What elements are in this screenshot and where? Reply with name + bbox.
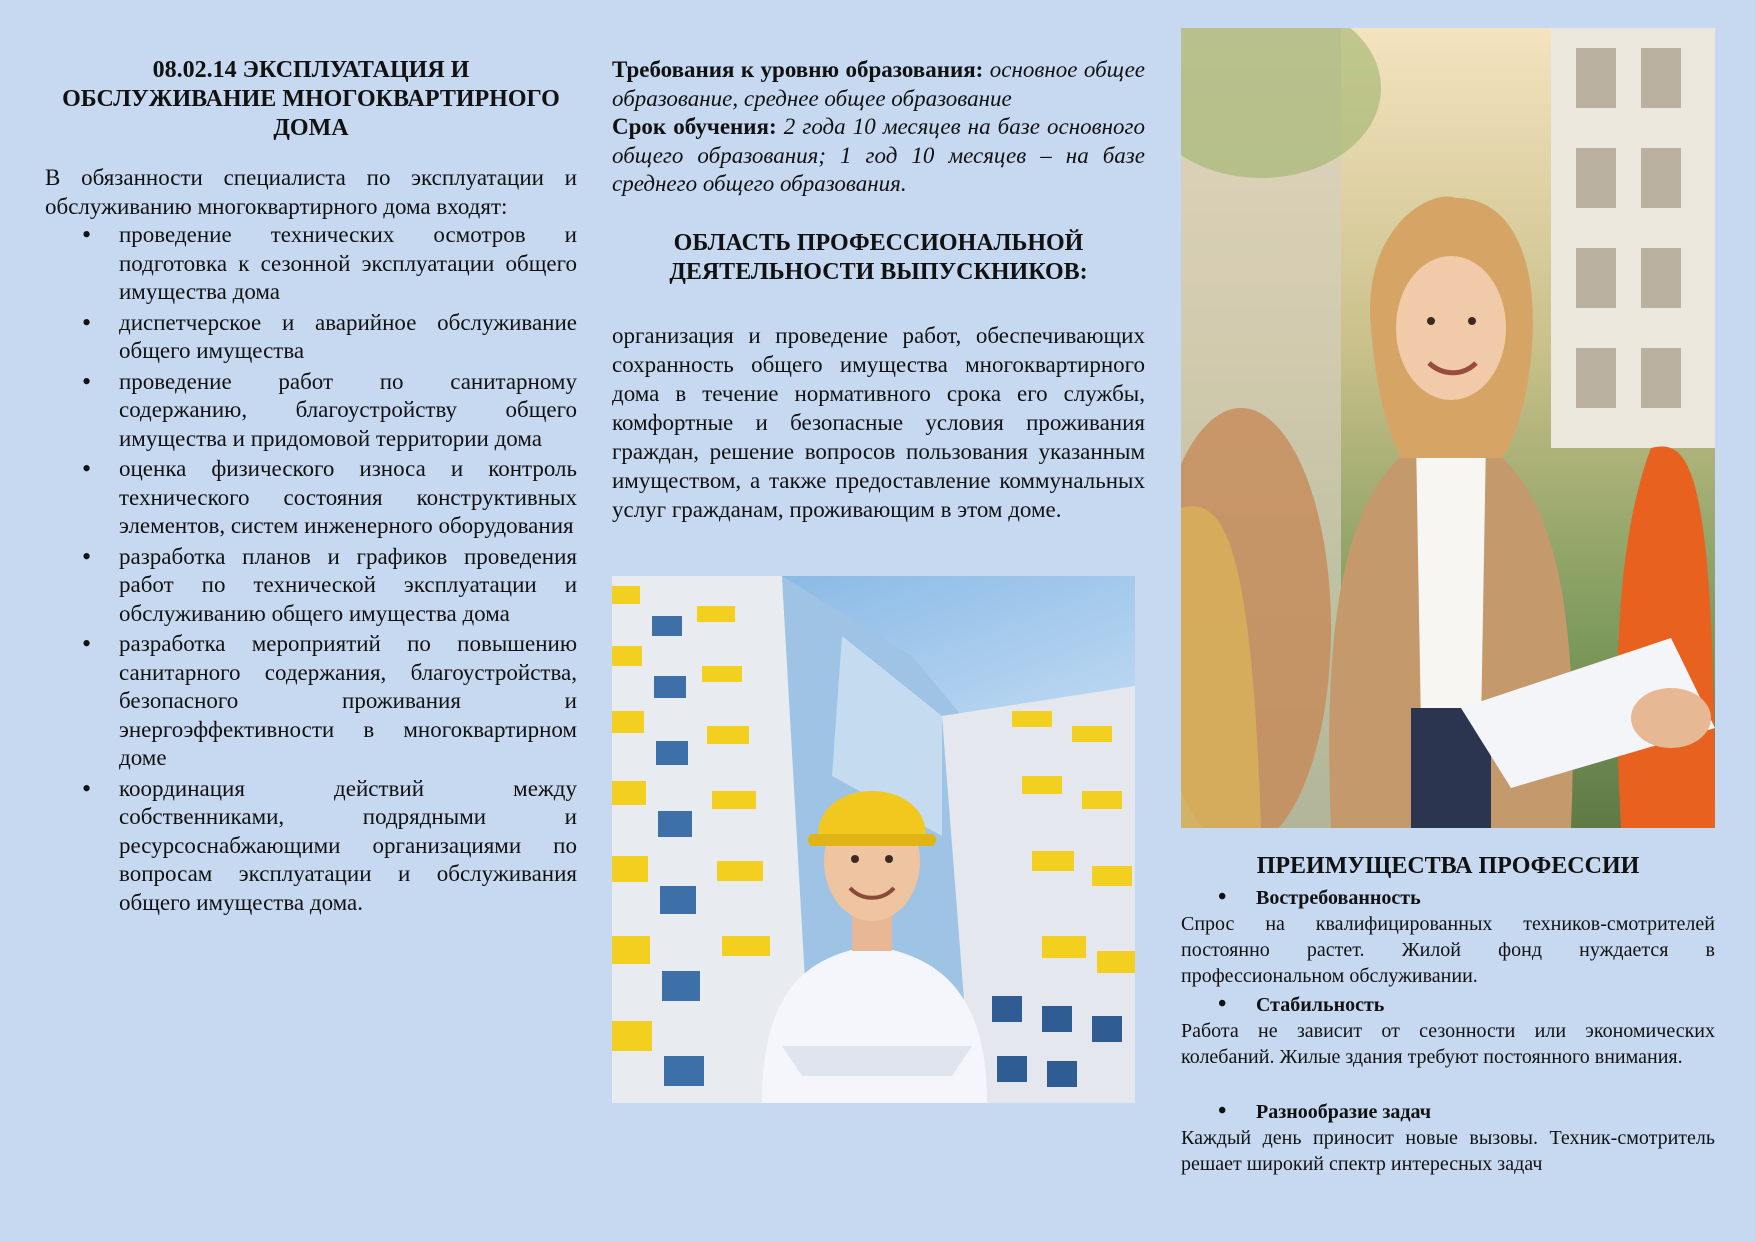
- duties-column: [45, 56, 577, 919]
- list-item: • разработка мероприятий по повышению санитарного содержания, благоустройства, безопасного проживания и энергоэффективности в многоквартирном доме: [119, 630, 577, 773]
- list-item: • оценка физического износа и контроль технического состояния конструктивных элементов, систем инженерного оборудования: [119, 455, 577, 541]
- requirements-value: основное общее образование, среднее общее образование: [612, 57, 1146, 111]
- term-value: 2 года 10 месяцев на базе основного общего образования; 1 год 10 месяцев – на базе среднего общего образования.: [612, 114, 1145, 196]
- requirements-label: Требования к уровню образования:: [612, 57, 984, 82]
- building-engineer-photo: [612, 576, 1135, 1103]
- term-label: Срок обучения:: [612, 114, 777, 139]
- advantage-text: Спрос на квалифицированных техников-смотрителей постоянно растет. Жилой фонд нуждается в профессиональном обслуживании.: [1181, 913, 1715, 987]
- duties-list: [45, 221, 577, 917]
- advantage-text: Работа не зависит от сезонности или экономических колебаний. Жилые здания требуют постоянного внимания.: [1181, 1020, 1715, 1068]
- duties-intro: В обязанности специалиста по эксплуатации и обслуживанию многоквартирного дома входят:: [45, 165, 577, 219]
- info-column: [612, 56, 1145, 524]
- advantage-item: [1181, 1099, 1715, 1177]
- list-item: • разработка планов и графиков проведения работ по технической эксплуатации и обслуживанию общего имущества дома: [119, 543, 577, 629]
- building-illustration: [612, 576, 1135, 1103]
- advantage-heading: • Востребованность: [1181, 885, 1715, 911]
- area-text: организация и проведение работ, обеспечивающих сохранность общего имущества многоквартирного дома в течение нормативного срока его службы, комфортные и безопасные условия проживания граждан, решение вопросов пользования указанным имуществом, а также предоставление коммунальных услуг гражданам, проживающим в этом доме.: [612, 322, 1145, 522]
- list-item: • диспетчерское и аварийное обслуживание общего имущества: [119, 309, 577, 366]
- list-item: • координация действий между собственниками, подрядными и ресурсоснабжающими организациями по вопросам эксплуатации и обслуживания общего имущества дома.: [119, 775, 577, 918]
- specialty-title: 08.02.14 ЭКСПЛУАТАЦИЯ И ОБСЛУЖИВАНИЕ МНОГОКВАРТИРНОГО ДОМА: [62, 57, 560, 141]
- advantages-title: ПРЕИМУЩЕСТВА ПРОФЕССИИ: [1256, 853, 1640, 879]
- advantage-heading: • Разнообразие задач: [1181, 1099, 1715, 1125]
- advantage-text: Каждый день приносит новые вызовы. Техник-смотритель решает широкий спектр интересных задач: [1181, 1127, 1715, 1175]
- advantage-item: [1181, 992, 1715, 1070]
- requirements: [612, 56, 1145, 199]
- area-title: ОБЛАСТЬ ПРОФЕССИОНАЛЬНОЙ ДЕЯТЕЛЬНОСТИ ВЫПУСКНИКОВ:: [669, 229, 1088, 285]
- woman-consultant-photo: [1181, 28, 1715, 828]
- woman-illustration: [1181, 28, 1715, 828]
- advantage-heading: • Стабильность: [1181, 992, 1715, 1018]
- advantage-item: [1181, 885, 1715, 989]
- list-item: • проведение работ по санитарному содержанию, благоустройству общего имущества и придомовой территории дома: [119, 368, 577, 454]
- list-item: • проведение технических осмотров и подготовка к сезонной эксплуатации общего имущества дома: [119, 221, 577, 307]
